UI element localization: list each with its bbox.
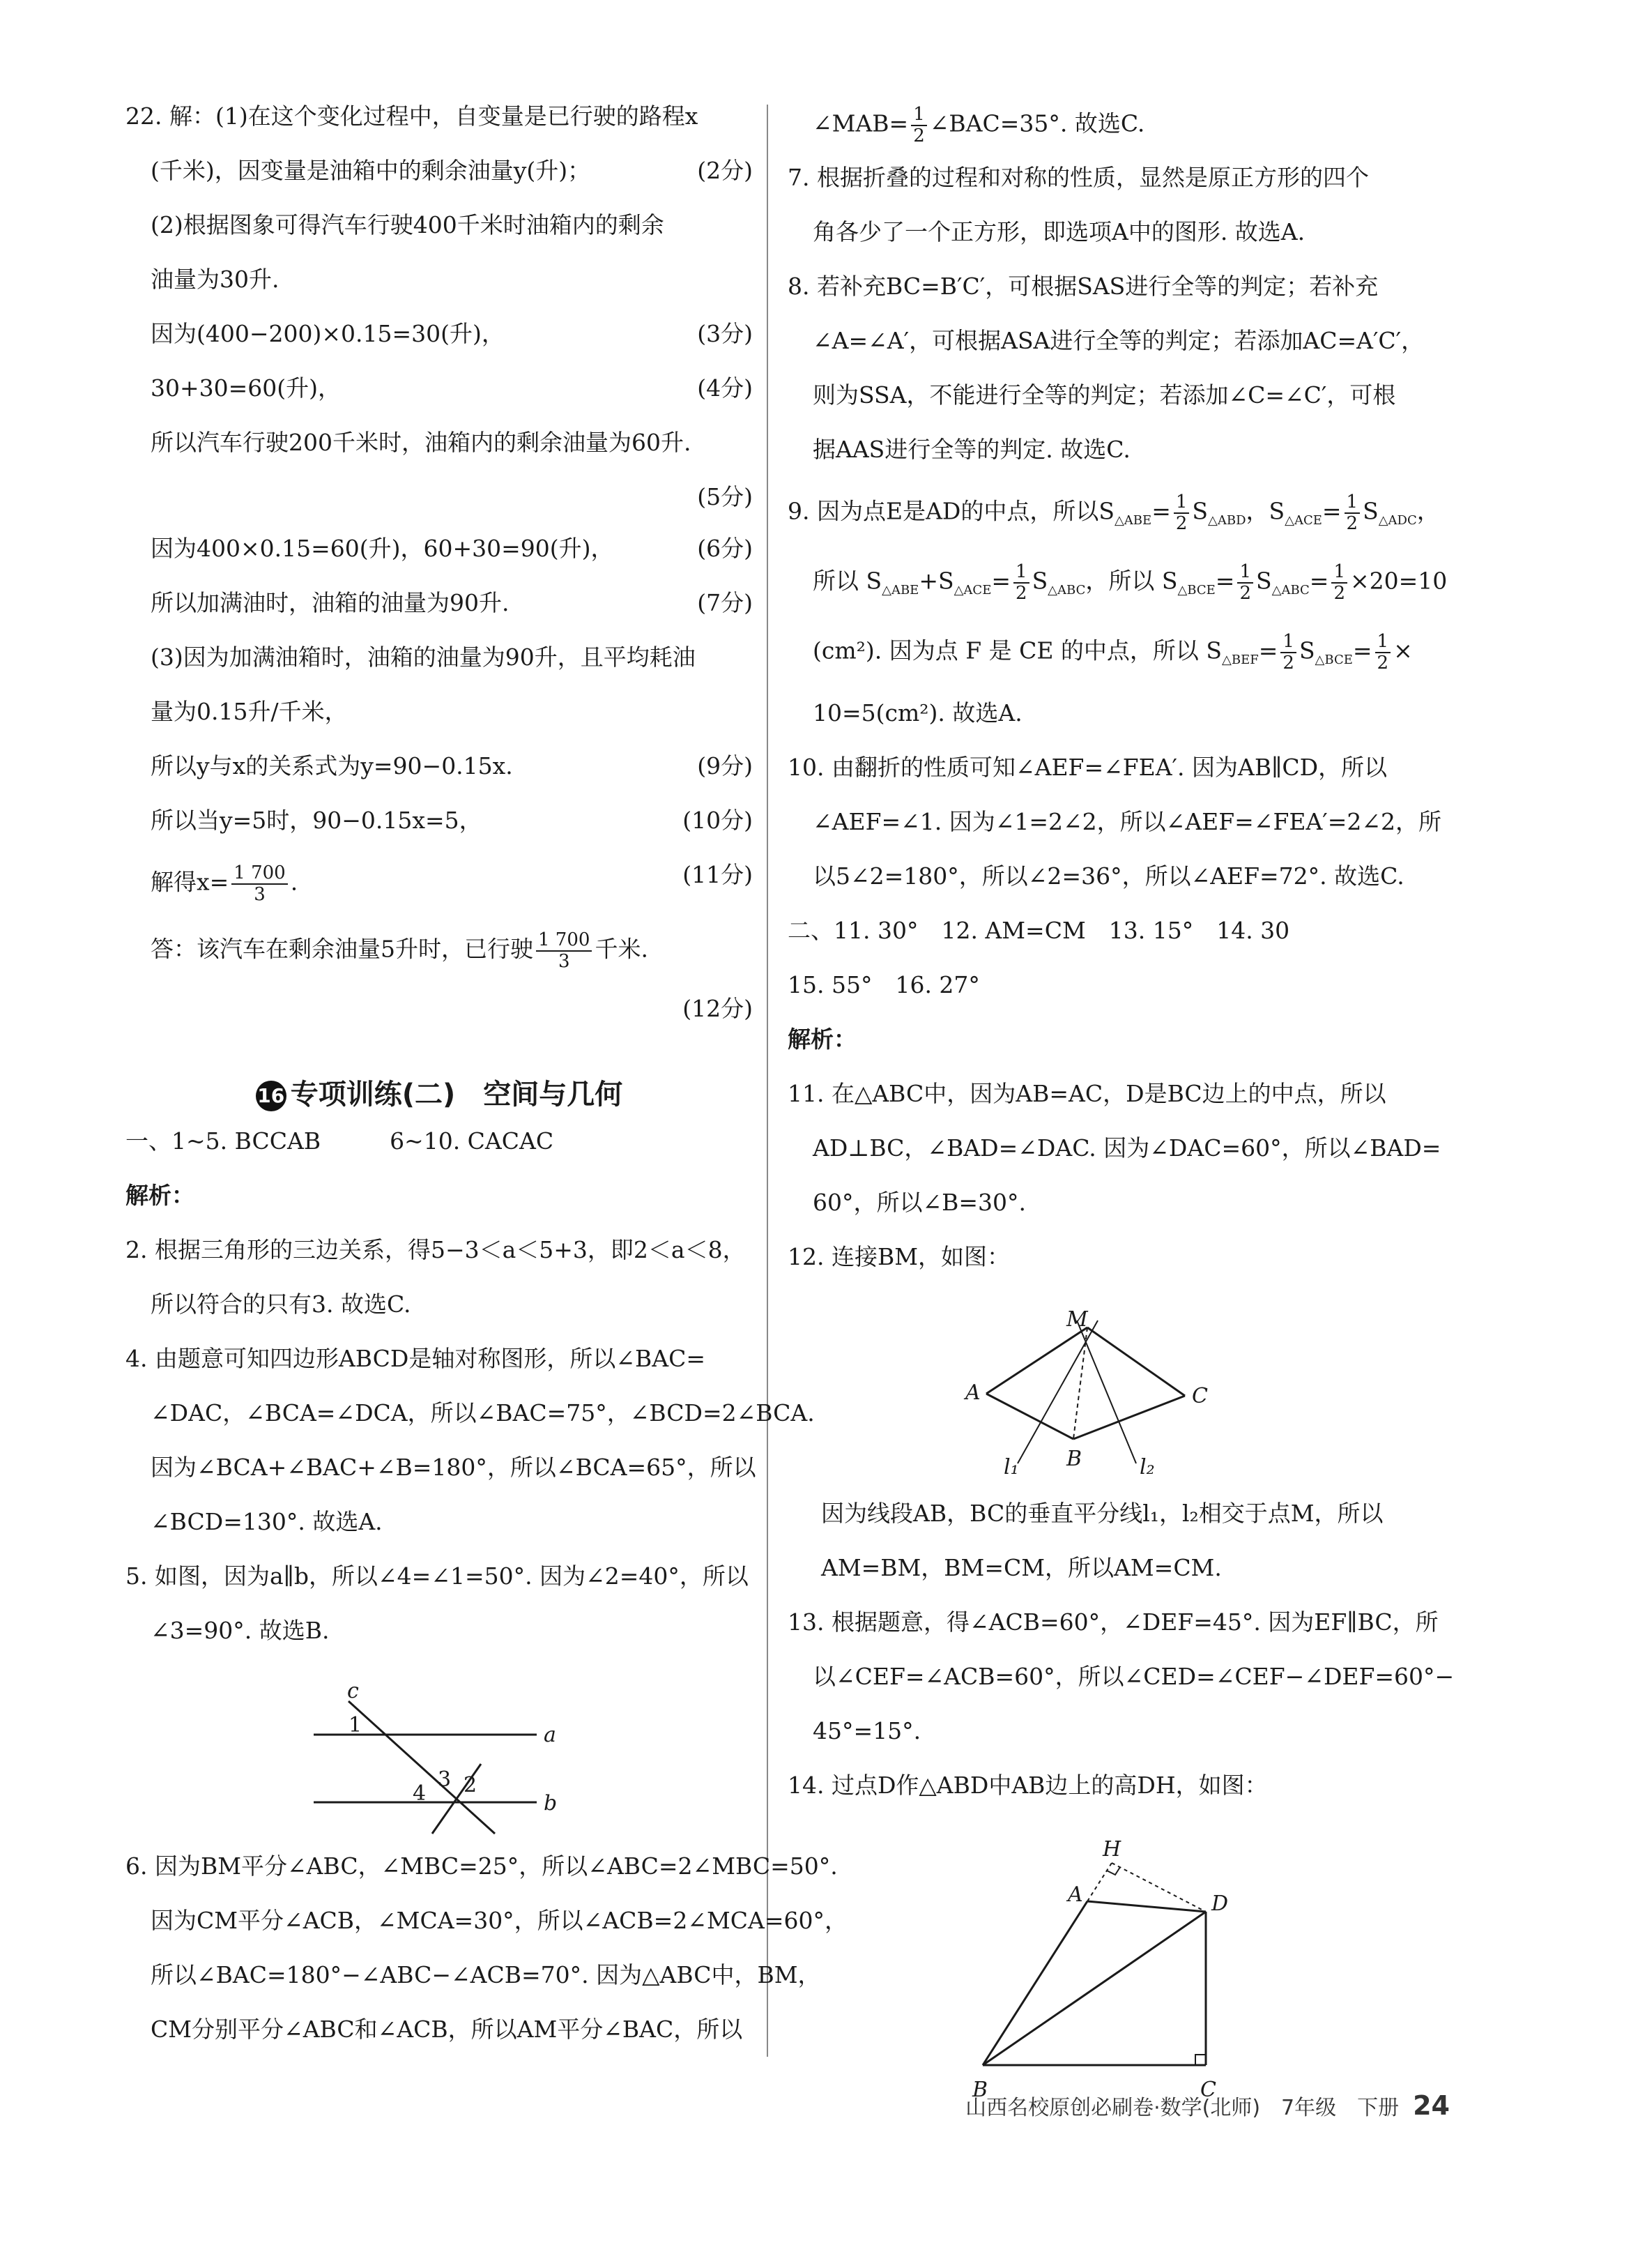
q13-line3: 45°=15°. xyxy=(813,1717,921,1744)
label-M: M xyxy=(1066,1307,1088,1332)
q8-line2: ∠A=∠A′，可根据ASA进行全等的判定；若添加AC=A′C′， xyxy=(813,327,1425,354)
q22-line1: 22. 解：(1)在这个变化过程中，自变量是已行驶的路程x xyxy=(125,102,698,130)
label-D: D xyxy=(1211,1892,1229,1916)
score: (10分) xyxy=(682,807,753,834)
q8-line4: 据AAS进行全等的判定. 故选C. xyxy=(813,436,1131,463)
q14-figure xyxy=(788,1828,1450,2107)
q9-line2: 所以 $S_{\triangle ABE}+S_{\triangle ACE}=$ $\frac{1}{2}$ $S_{\triangle ABC}$，所以 $S_{\triangle BCE}=$ $\frac{1}{2}$ $S_{\triangle ABC}=$ $\frac{1}{2}$ ×20=10 xyxy=(813,561,1448,604)
fraction: $\frac{1}{2}$ xyxy=(1013,562,1029,603)
right-angle-C xyxy=(1195,2055,1206,2065)
q12-line3: AM=BM，BM=CM，所以AM=CM. xyxy=(821,1554,1222,1581)
q4-line4: ∠BCD=130°. 故选A. xyxy=(151,1508,383,1535)
segment-BC xyxy=(1073,1396,1185,1439)
q4-line1: 4. 由题意可知四边形ABCD是轴对称图形，所以∠BAC= xyxy=(125,1345,706,1372)
q9-line1: 9. 因为点E是AD的中点，所以$S_{\triangle ABE}=$ $\frac{1}{2}$ $S_{\triangle ABD}$，$S_{\triangle ACE}=$ $\frac{1}{2}$ $S_{\triangle ADC}$， xyxy=(788,492,1440,534)
q4-line3: 因为∠BCA+∠BAC+∠B=180°，所以∠BCA=65°，所以 xyxy=(151,1454,756,1481)
fraction: $\frac{1}{2}$ xyxy=(1237,562,1253,603)
q10-line1: 10. 由翻折的性质可知∠AEF=∠FEA′. 因为AB∥CD，所以 xyxy=(788,754,1388,781)
label-A: A xyxy=(1068,1882,1083,1907)
q11-line1: 11. 在△ABC中，因为AB=AC，D是BC边上的中点，所以 xyxy=(788,1080,1386,1107)
q6-line1: 6. 因为BM平分∠ABC，∠MBC=25°，所以∠ABC=2∠MBC=50°. xyxy=(125,1852,838,1880)
q5-line1: 5. 如图，因为a∥b，所以∠4=∠1=50°. 因为∠2=40°，所以 xyxy=(125,1562,749,1590)
q6-line2: 因为CM平分∠ACB，∠MCA=30°，所以∠ACB=2∠MCA=60°， xyxy=(151,1907,848,1934)
section-number-badge: 16 xyxy=(256,1081,286,1111)
q2-line2: 所以符合的只有3. 故选C. xyxy=(151,1291,411,1318)
q14-line1: 14. 过点D作△ABD中AB边上的高DH，如图： xyxy=(788,1772,1268,1799)
q22-line7: 所以汽车行驶200千米时，油箱内的剩余油量为60升. xyxy=(151,429,691,456)
q22-line15: 答：该汽车在剩余油量5升时，已行驶 $\frac{1 700}{3}$ 千米. xyxy=(151,929,648,972)
score: (7分) xyxy=(697,589,753,616)
label-C: C xyxy=(1192,1384,1208,1408)
label-a: a xyxy=(544,1723,556,1747)
label-l1: l₁ xyxy=(1004,1455,1019,1479)
parallel-lines-diagram xyxy=(125,1673,753,1855)
q13-line2: 以∠CEF=∠ACB=60°，所以∠CED=∠CEF−∠DEF=60°− xyxy=(813,1663,1455,1690)
score: (12分) xyxy=(682,995,753,1022)
q13-line1: 13. 根据题意，得∠ACB=60°，∠DEF=45°. 因为EF∥BC，所 xyxy=(788,1608,1439,1636)
score: (9分) xyxy=(697,752,753,779)
footer-title: 山西名校原创必刷卷·数学(北师) 7年级 下册 xyxy=(965,2096,1400,2120)
q12-line1: 12. 连接BM，如图： xyxy=(788,1243,1011,1270)
page-footer xyxy=(965,2090,1450,2121)
q4-line2: ∠DAC，∠BCA=∠DCA，所以∠BAC=75°，∠BCD=2∠BCA. xyxy=(151,1399,815,1426)
label-c: c xyxy=(347,1679,359,1703)
answers-fill-1: 二、11. 30° 12. AM=CM 13. 15° 14. 30 xyxy=(788,917,1290,944)
label-H: H xyxy=(1103,1837,1121,1862)
q6-line4: CM分别平分∠ABC和∠ACB，所以AM平分∠BAC，所以 xyxy=(151,2016,743,2043)
q2-line1: 2. 根据三角形的三边关系，得5−3＜a＜5+3，即2＜a＜8， xyxy=(125,1236,746,1263)
angle-1: 1 xyxy=(349,1713,362,1737)
q22-line7-score xyxy=(125,485,753,537)
answers-fill-2: 15. 55° 16. 27° xyxy=(788,971,980,998)
q22-line3: (2)根据图象可得汽车行驶400千米时油箱内的剩余 xyxy=(151,211,664,238)
score: (11分) xyxy=(682,861,753,888)
line-c xyxy=(349,1701,495,1834)
label-b: b xyxy=(544,1791,558,1816)
segment-MC xyxy=(1087,1327,1185,1396)
q22-line14: 解得x= $\frac{1 700}{3}$ . (11分) xyxy=(151,861,753,905)
angle-2: 2 xyxy=(464,1773,477,1797)
page-number: 24 xyxy=(1413,2090,1450,2121)
score: (3分) xyxy=(697,320,753,347)
fraction: $\frac{1}{2}$ xyxy=(1375,632,1391,673)
section-title: 16 专项训练(二) 空间与几何 xyxy=(125,1060,753,1129)
q9-line3: (cm²). 因为点 F 是 CE 的中点，所以 $S_{\triangle BEF}=$ $\frac{1}{2}$ $S_{\triangle BCE}=$ $\frac{1}{2}$ × xyxy=(813,631,1413,673)
fraction: $\frac{1}{2}$ xyxy=(1174,492,1190,533)
q22-line9: 所以加满油时，油箱的油量为90升. (7分) xyxy=(151,589,753,616)
q7-line2: 角各少了一个正方形，即选项A中的图形. 故选A. xyxy=(813,218,1305,245)
quadrilateral-height-diagram xyxy=(788,1828,1450,2107)
label-B: B xyxy=(1066,1447,1082,1471)
fraction: $\frac{1}{2}$ xyxy=(1345,492,1361,533)
fraction: $\frac{1 700}{3}$ xyxy=(231,863,287,904)
q22-line5: 因为(400−200)×0.15=30(升)， (3分) xyxy=(151,320,753,347)
angle-3: 3 xyxy=(438,1767,452,1792)
left-column xyxy=(125,102,848,2072)
angle-4: 4 xyxy=(413,1781,427,1806)
score: (4分) xyxy=(697,374,753,402)
segment-AB xyxy=(983,1901,1087,2065)
label-B: B xyxy=(972,2078,988,2102)
q22-line8: 因为400×0.15=60(升)，60+30=90(升)， (6分) xyxy=(151,535,753,562)
q7-line1: 7. 根据折叠的过程和对称的性质，显然是原正方形的四个 xyxy=(788,164,1369,191)
q12-line2: 因为线段AB，BC的垂直平分线l₁，l₂相交于点M，所以 xyxy=(821,1500,1384,1527)
score: (6分) xyxy=(697,535,753,562)
label-A: A xyxy=(965,1380,981,1405)
answers-choice: 一、1~5. BCCAB 6~10. CACAC xyxy=(125,1127,554,1155)
segment-BD xyxy=(983,1912,1206,2065)
q22-line6: 30+30=60(升)， (4分) xyxy=(151,374,753,402)
q8-line1: 8. 若补充BC=B′C′，可根据SAS进行全等的判定；若补充 xyxy=(788,273,1379,300)
segment-AB xyxy=(986,1394,1073,1439)
q12-figure xyxy=(788,1300,1450,1502)
jiexi-heading-2: 解析： xyxy=(788,1026,857,1053)
jiexi-heading: 解析： xyxy=(125,1182,194,1209)
score: (2分) xyxy=(697,157,753,184)
right-angle-H xyxy=(1107,1867,1120,1875)
fraction: $\frac{1}{2}$ xyxy=(911,105,927,146)
q11-line3: 60°，所以∠B=30°. xyxy=(813,1189,1027,1216)
q6-continued: ∠MAB= $\frac{1}{2}$ ∠BAC=35°. 故选C. xyxy=(813,104,1145,146)
q22-line10: (3)因为加满油箱时，油箱的油量为90升，且平均耗油 xyxy=(151,644,696,671)
perpendicular-bisector-diagram xyxy=(788,1300,1450,1502)
q22-line11: 量为0.15升/千米， xyxy=(151,698,348,725)
q5-figure xyxy=(125,1673,753,1855)
q10-line3: 以5∠2=180°，所以∠2=36°，所以∠AEF=72°. 故选C. xyxy=(813,862,1404,890)
q5-line2: ∠3=90°. 故选B. xyxy=(151,1617,330,1644)
segment-MA xyxy=(986,1327,1087,1394)
fraction: $\frac{1}{2}$ xyxy=(1331,562,1347,603)
q22-line13: 所以当y=5时，90−0.15x=5， (10分) xyxy=(151,807,753,834)
fraction: $\frac{1 700}{3}$ xyxy=(536,930,592,971)
label-l2: l₂ xyxy=(1140,1455,1155,1479)
label-C: C xyxy=(1200,2078,1216,2102)
q9-line4: 10=5(cm²). 故选A. xyxy=(813,699,1023,726)
q11-line2: AD⊥BC，∠BAD=∠DAC. 因为∠DAC=60°，所以∠BAD= xyxy=(813,1134,1441,1162)
column-divider xyxy=(767,105,768,2057)
q22-line2: (千米)，因变量是油箱中的剩余油量y(升)； (2分) xyxy=(151,157,753,184)
q8-line3: 则为SSA，不能进行全等的判定；若添加∠C=∠C′，可根 xyxy=(813,381,1396,409)
score: (5分) xyxy=(697,483,753,510)
q6-line3: 所以∠BAC=180°−∠ABC−∠ACB=70°. 因为△ABC中，BM， xyxy=(151,1961,821,1988)
q10-line2: ∠AEF=∠1. 因为∠1=2∠2，所以∠AEF=∠FEA′=2∠2，所 xyxy=(813,808,1442,835)
extension-BA xyxy=(1087,1863,1112,1901)
q22-line4: 油量为30升. xyxy=(151,266,280,293)
q22-line12: 所以y与x的关系式为y=90−0.15x. (9分) xyxy=(151,752,753,779)
right-column xyxy=(788,104,1455,2107)
fraction: $\frac{1}{2}$ xyxy=(1280,632,1296,673)
q22-final-score xyxy=(125,997,753,1060)
